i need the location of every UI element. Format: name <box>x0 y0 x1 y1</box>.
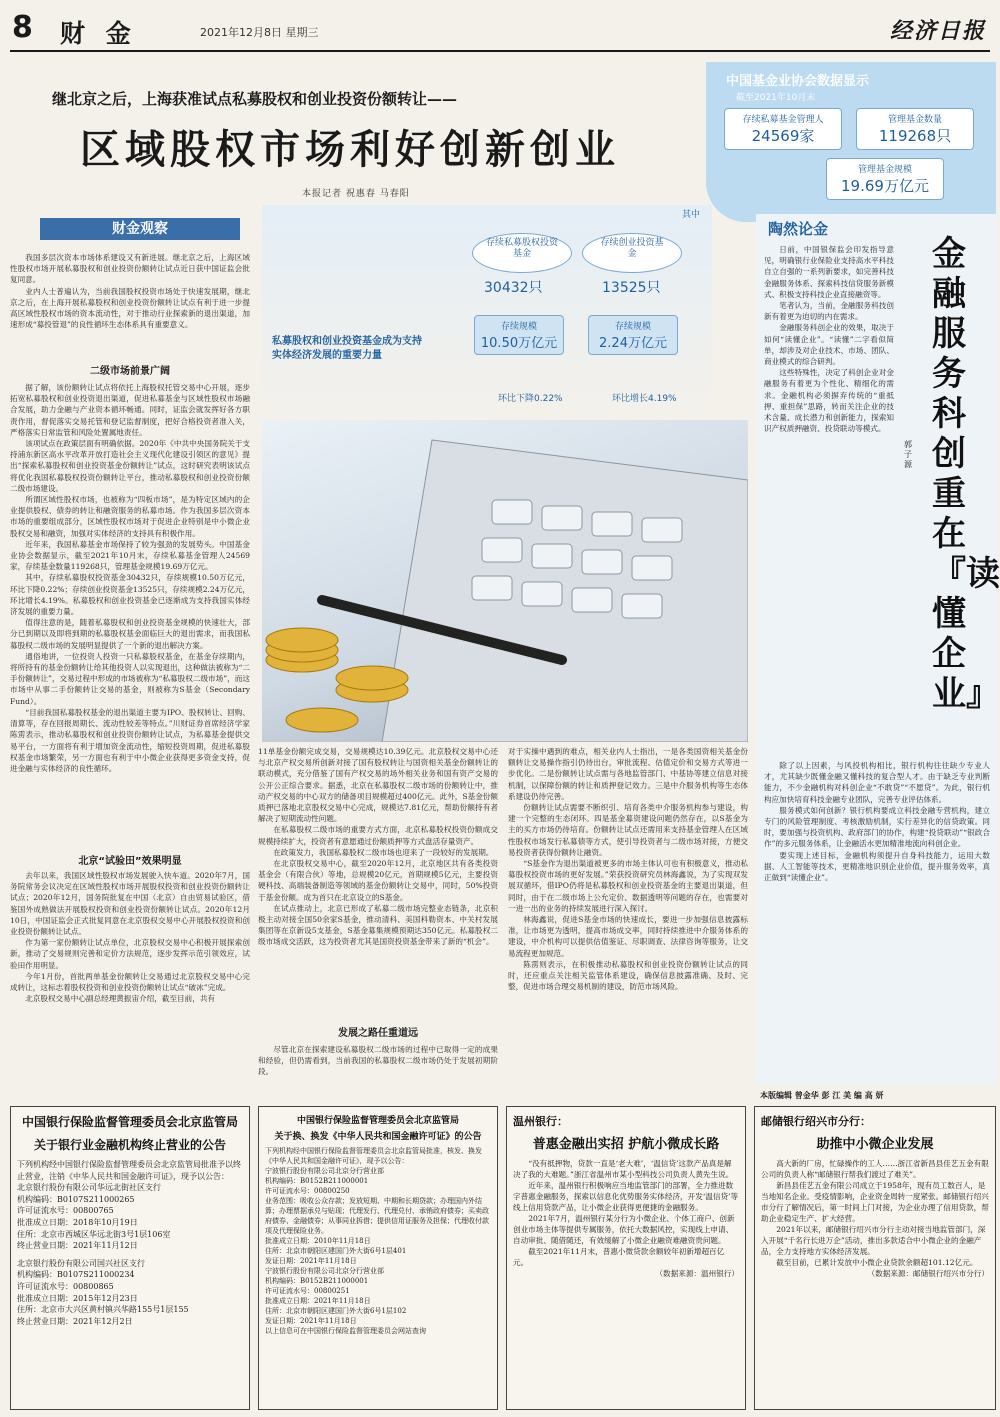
infographic-where: 其中 <box>682 210 701 220</box>
ad1-body: 下列机构经中国银行保险监督管理委员会北京监管局批准予以终止营业，注销《中华人民共和国金融许可证》，现予以公告： 北京银行股份有限公司华远北街社区支行 机构编码：B0107S211000265 许可证流水号：00800765 批准成立日期：2018年10月19日 住所：北京市西城区华远北街3号1层106室 终止营业日期：2021年11月12日 北京银行股份有限公司国兴社区支行 机构编码：B0107S211000234 许可证流水号：00800865 批准成立日期：2015年12月23日 住所：北京市大兴区黄村镇兴华路155号1层155 终止营业日期：2021年12月2日 <box>17 1160 241 1326</box>
ad3-title: 温州银行： <box>513 1115 568 1128</box>
ad4-title: 邮储银行绍兴市分行： <box>761 1115 871 1128</box>
pe-fund-scale: 存续规模 10.50万亿元 <box>474 315 564 355</box>
calculator-illustration <box>262 420 748 742</box>
vc-fund-count: 13525只 <box>602 280 661 296</box>
masthead-rule <box>10 50 990 52</box>
commentary-column: 陶然论金 <box>768 220 829 238</box>
ad-notice-1 <box>10 1106 250 1410</box>
subheading-1: 二级市场前景广阔 <box>90 366 170 377</box>
col1-intro: 我国多层次资本市场体系建设又有新进展。继北京之后，上海区域性股权市场开展私募股权和创业投资份额转让试点近日获中国证监会批复同意。 业内人士普遍认为，当前我国股权投资市场处于快速发展期，继北京之后，在上海开展私募股权和创业投资份额转让试点有利于进一步提高区域性股权市场的资本流动性，对于推动行业探索新的退出渠道，加速形成“募投管退”的良性循环生态体系具有重要意义。 <box>10 253 250 330</box>
infographic-caption: 私募股权和创业投资基金成为支持实体经济发展的重要力量 <box>272 336 422 361</box>
vc-fund-scale: 存续规模 2.24万亿元 <box>588 315 678 355</box>
pe-fund-badge: 存续私募股权投资基金 <box>472 233 572 273</box>
ad2-body: 下列机构经中国银行保险监督管理委员会北京监管局批准，核发、换发《中华人民共和国金融许可证》，现予以公告： 宁波银行股份有限公司北京分行营业部 机构编码：B0152B211000001 许可证流水号：00800250 业务范围：吸收公众存款；发放短期、中期和长期贷款；办理国内外结算；办理票据承兑与贴现；代理发行、代理兑付、承销政府债券；买卖政府债券、金融债券；从事同业拆借；提供信用证服务及担保；代理收付款项及代理保险业务。 批准成立日期：2010年11月18日 住所：北京市朝阳区建国门外大街6号1层401 发证日期：2021年11月18日 宁波银行股份有限公司北京分行营业部 机构编码：B0152B211000001 许可证流水号：00800251 批准成立日期：2021年11月18日 住所：北京市朝阳区建国门外大街6号1层102 发证日期：2021年11月18日 以上信息可在中国银行保险监督管理委员会网站查询 <box>265 1147 489 1335</box>
ad3-body: “没有抵押物，贷款一直是‘老大难’，‘温信贷’这款产品真是解决了我的大难题。”浙江省温州市某小型科技公司负责人黄先生说。 近年来，温州银行积极响应当地监管部门的部署，全力推进数字普惠金融服务，探索以信息化优势服务实体经济，开发‘温信贷’等线上信用贷款产品，让小微企业获得更便捷的金融服务。 2021年7月，温州银行某分行为小微企业、个体工商户、创新创业市场主体等提供专属服务，依托大数据风控，实现线上申请、自动审批、随借随还，有效缓解了小微企业融资难融资贵问题。 截至2021年11月末，普惠小微贷款余额较年初新增超百亿元。 （数据来源：温州银行） <box>513 1159 739 1278</box>
fund-infographic <box>262 205 712 420</box>
section-title: 财 金 <box>60 19 137 48</box>
vc-fund-badge: 存续创业投资基金 <box>582 233 682 273</box>
calculator-photo <box>262 420 748 742</box>
stats-title: 中国基金业协会数据显示 <box>726 74 870 89</box>
article-headline: 区域股权市场利好创新创业 <box>80 127 620 173</box>
pe-change: 环比下降0.22% <box>498 394 563 404</box>
article-byline: 本报记者 祝惠春 马春阳 <box>302 189 410 199</box>
ad4-subtitle: 助推中小微企业发展 <box>816 1137 934 1152</box>
ad4-body: 高大新的厂房，忙碌操作的工人……浙江省新昌县佳艺五金有限公司的负责人称“邮储银行帮我们渡过了难关”。 新昌县佳艺五金有限公司成立于1958年，现有员工数百人，是当地知名企业。受疫情影响，企业资金周转一度紧张。邮储银行绍兴市分行了解情况后，第一时间上门对接，为企业办理了信用贷款，帮助企业稳定生产、扩大经营。 2021年以来，邮储银行绍兴市分行主动对接当地监管部门，深入开展“千名行长进万企”活动，推出多款适合中小微企业的金融产品，全力支持地方实体经济发展。 截至目前，已累计发放中小微企业贷款余额超101.12亿元。 （数据来源：邮储银行绍兴市分行） <box>761 1159 989 1278</box>
col1-bottom: 去年以来，我国区域性股权市场发展驶入快车道。2020年7月，国务院常务会议决定在区域性股权市场开展股权投资和创业投资份额转让试点；2020年12月，国务院批复在中国（北京）自由贸易试验区，借鉴国外成熟做法开展股权投资和创业投资份额转让试点。2020年12月10日，中国证监会正式批复同意在北京股权交易中心开展股权投资和创业投资份额转让试点。 作为第一家份额转让试点单位，北京股权交易中心积极开展探索创新，推动了交易规则完善和定价方法规范，逐步发挥示范引领效应，试验田作用明显。 今年1月份，首批两单基金份额转让交易通过北京股权交易中心完成转让，这标志着股权投资和创业投资份额转让试点“破冰”完成。 北京股权交易中心副总经理黄振宙介绍，截至目前，共有 <box>10 871 250 1004</box>
ad1-subtitle: 关于银行业金融机构终止营业的公告 <box>33 1138 226 1152</box>
ad-notice-2 <box>258 1106 498 1410</box>
pe-fund-count: 30432只 <box>484 280 543 296</box>
commentary-box <box>756 214 1000 1084</box>
ad-wenzhou-bank <box>506 1106 746 1410</box>
ad3-subtitle: 普惠金融出实招 护航小微成长路 <box>532 1137 720 1152</box>
page-number: 8 <box>12 10 33 45</box>
commentary-author: 郭子源 <box>904 440 912 469</box>
subheading-2: 北京“试验田”效果明显 <box>78 856 182 867</box>
commentary-text-top: 日前，中国银保监会印发指导意见，明确银行业保险业支持高水平科技自立自强的一系列新要求，如完善科技金融服务体系、探索科技信贷服务新模式、积极支持科技企业直接融资等。 笔者认为，当前，金融服务科技创新有着更为迫切的内在需求。 金融服务科创企业的效果，取决于如何“读懂企业”。“读懂”二字看似简单，却涉及对企业技术、市场、团队、商业模式的综合研判。 这些特殊性，决定了科创企业对金融服务有着更为个性化、精细化的需求。金融机构必须摒弃传统的“重抵押、重担保”思路，转而关注企业的技术含量、成长潜力和创新能力，探索知识产权质押融资、投贷联动等模式。 <box>764 245 894 434</box>
article-kicker: 继北京之后，上海获准试点私募股权和创业投资份额转让—— <box>52 90 458 108</box>
col2-bottom: 尽管北京在探索建设私募股权二级市场的过程中已取得一定的成果和经验，但仍需看到，当前我国的私募股权二级市场仍处于发展初期阶段。 <box>258 1045 498 1077</box>
ad2-title: 中国银行保险监督管理委员会北京监管局 <box>296 1116 459 1126</box>
ad1-title: 中国银行保险监督管理委员会北京监管局 <box>21 1115 238 1129</box>
issue-date: 2021年12月8日 星期三 <box>200 26 319 39</box>
editors-line: 本版编辑 曾金华 彭 江 美 编 高 妍 <box>760 1090 884 1100</box>
col3-body: 对于实操中遇到的难点，相关业内人士指出，一是各类国资相关基金份额转让交易操作指引仍待出台，审批流程、估值定价和交易方式等进一步优化。二是份额转让试点需与各地监管部门、中基协等建立信息对接机制，以保障份额的转让和质押登记效力。三是中介服务机构等生态体系建设仍待完善。 份额转让试点需要不断织引、培育各类中介服务机构参与建设，构建一个完整的生态闭环。四是基金募资建设问题仍然存在，以S基金为主的买方市场仍待培育。份额转让试点还需用来支持基金管理人在区域性股权市场发行私募债等方式，使引导投资者与二级市场对接，方便交易投资者获得份额转让融资。 “S基金作为退出渠道被更多的市场主体认可也有积极意义，推动私募股权投资市场的更好发展。”荣获投资研究员林海鑫说，为了实现双发展双循环，借IPO仍将是私募股权和创业投资基金的主要退出渠道，但同时，由于在二级市场上公允定价、数据透明等问题的存在，也需要对一进一出的业务的持续发展进行深入探讨。 林海鑫说，促进S基金市场的快速成长，要进一步加强信息披露标准，让市场更为透明，提高市场成交率，同时持续推进中介服务体系的建设，中介机构可以提供估值鉴证、尽职调查、法律咨询等服务，让交易流程更加规范。 陈雳则表示，在积极推动私募股权和创业投资份额转让试点的同时，还应重点关注相关监管体系建设，确保信息披露准确、及时、完整，促进市场合理交易机制的建设，防范市场风险。 <box>508 747 748 992</box>
subheading-3: 发展之路任重道远 <box>338 1028 418 1039</box>
stat-fund-count: 管理基金数量 119268只 <box>856 108 974 150</box>
commentary-text-bottom: 除了以上因素，与风投机构相比，银行机构往往缺少专业人才，尤其缺少既懂金融又懂科技的复合型人才。由于缺乏专业判断能力，不少金融机构对科创企业“不敢贷”“不愿贷”。为此，银行机构应加快培育科技金融专业团队，完善专业评估体系。 服务模式如何创新？银行机构要成立科技金融专营机构，建立专门的风险管理制度、考核激励机制，实行差异化的信贷政策。同时，要加强与投资机构、政府部门的协作，构建“投贷联动”“银政合作”的多元服务体系，让金融活水更加精准地流向科创企业。 要实现上述目标，金融机构须提升自身科技能力，运用大数据、人工智能等技术，更精准地识别企业价值，提升服务效率，真正做到“读懂企业”。 <box>764 761 990 883</box>
col1-body: 据了解，该份额转让试点将依托上海股权托管交易中心开展，逐步拓宽私募股权和创业投资退出渠道，促进私募基金与区域性股权市场融合发展，助力金融与产业资本循环畅通。同时，证监会就发挥好各方职责作用，督促落实交易托管和登记监督制度，把好合格投资者准入关，严格落实日常监管和风险处置属地责任。 该项试点在政策层面有明确依据。2020年《中共中央国务院关于支持浦东新区高水平改革开放打造社会主义现代化建设引领区的意见》提出“探索私募股权和创业投资基金份额转让”试点，这时研究表明该试点将优化我国私募股权投资份额转让平台，推动私募股权和创业投资份额二级市场建设。 所谓区域性股权市场，也被称为“四板市场”，是为特定区域内的企业提供股权、债券的转让和融资服务的私募市场。作为我国多层次资本市场的重要组成部分，区域性股权市场对于促进企业特别是中小微企业股权交易和融资，加强对实体经济的支持具有积极作用。 近年来，我国私募基金市场保持了较为强劲的发展势头。中国基金业协会数据显示，截至2021年10月末，存续私募基金管理人24569家，存续基金数量119268只，管理基金规模19.69万亿元。 其中，存续私募股权投资基金30432只，存续规模10.50万亿元，环比下降0.22%；存续创业投资基金13525只，存续规模2.24万亿元，环比增长4.19%。私募股权和创业投资基金已逐渐成为支持我国实体经济发展的重要力量。 值得注意的是，随着私募股权和创业投资基金规模的快速壮大，部分已到期以及即将到期的私募股权基金面临巨大的退出需求，而我国私募股权二级市场的发展明显提供了一个新的退出解决方案。 通俗地讲，一位投资人投资一只私募股权基金，在基金存续期内，将所持有的基金份额转让给其他投资人以实现退出，这种做法被称为“二手份额转让”，交易过程中形成的市场被称为“私募股权二级市场”，而这市场中从事二手份额转让交易的基金，则被称为S基金（Secondary Fund）。 “目前我国私募股权基金的退出渠道主要为IPO、股权转让、回购、清算等，存在回报周期长、流动性较差等特点。”川财证券首席经济学家陈雳表示，推动私募股权和创业投资份额转让试点，为私募基金提供交易平台，一方面将有利于增加资金流动性，缩短投资周期，促进私募股权基金市场繁荣，另一方面也有利于中小微企业获得更多资金支持，促进金融与实体经济的良性循环。 <box>10 383 250 773</box>
ad2-subtitle: 关于换、换发《中华人民共和国金融许可证》的公告 <box>274 1132 482 1142</box>
vc-change: 环比增长4.19% <box>612 394 677 404</box>
stats-date: 截至2021年10月末 <box>736 93 816 103</box>
ad-postal-bank <box>754 1106 996 1410</box>
paper-logo: 经济日报 <box>889 18 986 44</box>
commentary-title: 金融服务科创重在『读懂企业』 <box>932 234 1000 714</box>
stat-managers: 存续私募基金管理人 24569家 <box>724 108 842 150</box>
column-label: 财金观察 <box>40 218 240 240</box>
stats-panel <box>706 62 996 222</box>
stat-fund-scale: 管理基金规模 19.69万亿元 <box>826 158 944 200</box>
col2-body: 11单基金份额完成交易，交易规模达10.39亿元。北京股权交易中心还与北京产权交易所创新对接了国有股权转让与国资相关基金份额转让的联动模式，充分借鉴了国有产权交易的场外相关业务和国有资产交易的公开公正综合要求。据悉，北京在私募股权二级市场的份额转让中，推动产权交易的中心双方的储备项目规模超过400亿元。此外，S基金份额质押已落地北京股权交易中心完成，规模达7.81亿元，帮助份额持有者解决了短期流动性问题。 在私募股权二级市场的重要方式方面，北京私募股权投资份额成交规模持续扩大，投资者有意愿通过份额质押等方式盘活存量资产。 在政策发力，我国私募股权二级市场也迎来了一段较好的发展期。 在北京股权交易中心，截至2020年12月，北京地区共有各类投资基金会（有限合伙）等地，总规模20亿元，首期规模5亿元，主要投资硬科技、高端装备制造等领域的基金份额转让交易中，同时，50%投资于基金份额。成为首只在北京设立的S基金。 在试点推动上，北京已形成了私募二级市场完整业态链条，北京积极主动对接全国50余家S基金，推动清科、美国科勒资本、中关村发展集团等在京新设5支基金，S基金募集规模预期达350亿元。私募股权二级市场成交活跃，这为投资者尤其是国资投资基金带来了新的“机会”。 <box>258 747 498 947</box>
